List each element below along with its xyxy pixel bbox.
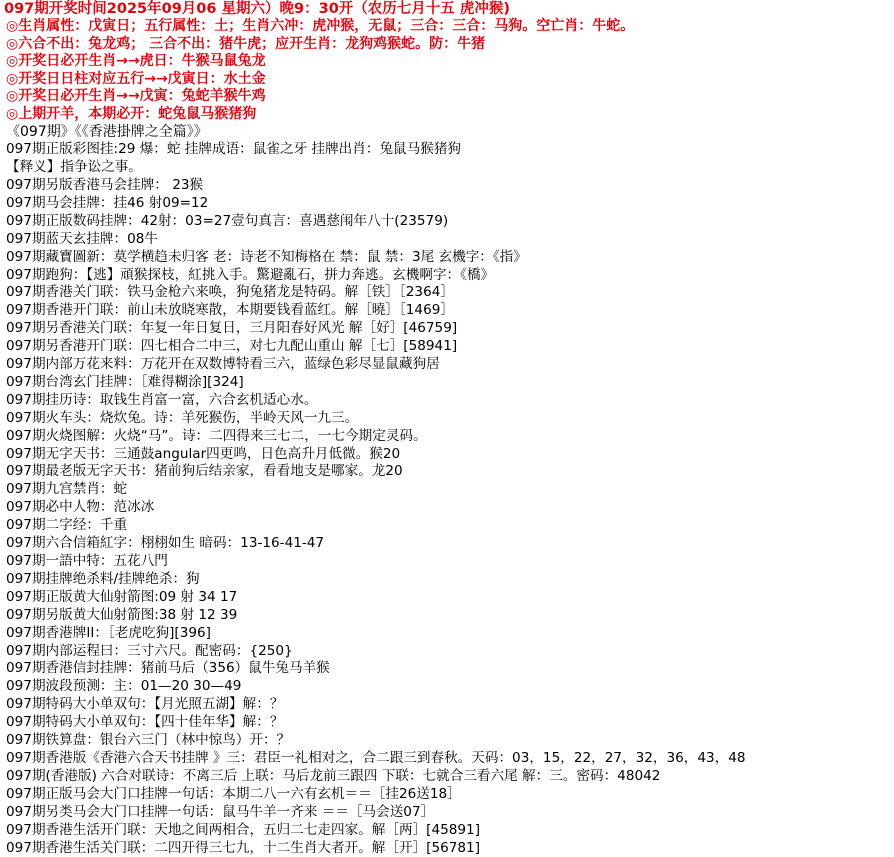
content-line: 097期香港生活开门联：天地之间两相合，五归二七走四家。解［两］[45891] (0, 822, 894, 840)
content-line: 097期正版彩图挂:29 爆：蛇 挂牌成语：鼠雀之牙 挂牌出肖：兔鼠马猴猪狗 (0, 141, 894, 159)
content-line: 097期挂牌绝杀料/挂牌绝杀：狗 (0, 571, 894, 589)
attribute-line-4: ◎开奖日日柱对应五行→→戊寅日：水土金 (0, 71, 894, 89)
content-line: 097期挂历诗：取钱生肖富一富，六合玄机适心水。 (0, 392, 894, 410)
content-line: 097期另香港关门联：年复一年日复日，三月阳春好风光 解［好］[46759] (0, 320, 894, 338)
content-line: 097期必中人物：范冰冰 (0, 499, 894, 517)
content-line: 097期台湾玄门挂牌：［难得糊涂][324] (0, 374, 894, 392)
attribute-line-6: ◎上期开羊，本期必开：蛇兔鼠马猴猪狗 (0, 106, 894, 124)
attribute-line-3: ◎开奖日必开生肖→→虎日：牛猴马鼠兔龙 (0, 53, 894, 71)
content-line: 097期六合信箱紅字：栩栩如生 暗码：13-16-41-47 (0, 535, 894, 553)
content-line: 097期香港关门联：铁马金枪六来唤，狗兔猪龙是特码。解［铁］［2364］ (0, 284, 894, 302)
content-line: 097期特码大小单双句：【四十佳年华】解：？ (0, 714, 894, 732)
content-line: 097期铁算盘：银台六三门（林中惊鸟）开：？ (0, 732, 894, 750)
attribute-line-5: ◎开奖日必开生肖→→戊寅：兔蛇羊猴牛鸡 (0, 88, 894, 106)
content-line: 097期香港牌II：［老虎吃狗][396] (0, 625, 894, 643)
content-line: 097期香港开门联：前山未放晓寒散，本期要钱看蓝红。解［曉］［1469］ (0, 302, 894, 320)
content-line: 097期(香港版) 六合对联诗：不离三后 上联：马后龙前三跟四 下联：七就合三看六尾 解：三。密码：48042 (0, 768, 894, 786)
document-title: 《097期》《《香港掛牌之全篇》》 (0, 124, 894, 142)
content-line: 097期藏寶圖新：莫学横趋未归客 老：诗老不知梅格在 禁：鼠 禁：3尾 玄機字：《指》 (0, 249, 894, 267)
content-line: 097期一語中特：五花八門 (0, 553, 894, 571)
content-line: 097期二字经：千重 (0, 517, 894, 535)
content-line: 【释义】指争讼之事。 (0, 159, 894, 177)
content-line: 097期内部万花来料：万花开在双数博特看三六，蓝绿色彩尽显鼠藏狗居 (0, 356, 894, 374)
content-line: 097期火烧图解：火烧“马”。诗：二四得来三七二，一七今期定灵码。 (0, 428, 894, 446)
content-line: 097期另版黄大仙射箭图:38 射 12 39 (0, 607, 894, 625)
content-line: 097期另香港开门联：四七相合二中三，对七九配山重山 解［七］[58941] (0, 338, 894, 356)
content-line: 097期香港生活关门联：二四开得三七九，十二生肖大者开。解［开］[56781] (0, 840, 894, 857)
content-line: 097期火车头：烧炊兔。诗：羊死猴伤，半岭天风一九三。 (0, 410, 894, 428)
content-line: 097期九宫禁肖：蛇 (0, 481, 894, 499)
attribute-line-1: ◎生肖属性：戊寅日；五行属性：土；生肖六冲：虎冲猴，无鼠；三合：三合：马狗。空亡肖：牛蛇。 (0, 18, 894, 36)
content-line: 097期内部运程曰：三寸六尺。配密码：{250} (0, 643, 894, 661)
content-line: 097期无字天书：三通鼓angular四更鸣，日色高升月低微。猴20 (0, 446, 894, 464)
content-line: 097期正版数码挂牌：42射：03=27壹句真言：喜遇慈闱年八十(23579) (0, 213, 894, 231)
content-line: 097期香港版《香港六合天书挂牌 》三：君臣一礼相对之，合二跟三到春秋。天码：03，15，22，27，32，36，43，48 (0, 750, 894, 768)
attribute-line-2: ◎六合不出：兔龙鸡； 三合不出：猪牛虎；应开生肖：龙狗鸡猴蛇。防：牛猪 (0, 36, 894, 54)
content-line: 097期特码大小单双句：【月光照五湖】解：？ (0, 696, 894, 714)
content-line: 097期香港信封挂牌：猪前马后（356）鼠牛兔马羊猴 (0, 660, 894, 678)
document-header: 097期开奖时间2025年09月06 星期六）晚9：30开（农历七月十五 虎冲猴) (0, 0, 894, 18)
content-line: 097期正版黄大仙射箭图:09 射 34 17 (0, 589, 894, 607)
content-line: 097期马会挂牌：挂46 射09=12 (0, 195, 894, 213)
content-line: 097期正版马会大门口挂牌一句话：本期二八一六有玄机＝＝［挂26送18］ (0, 786, 894, 804)
content-line: 097期另类马会大门口挂牌一句话：鼠马牛羊一齐来 ＝＝［马会送07］ (0, 804, 894, 822)
content-line: 097期波段预测：主：01—20 30—49 (0, 678, 894, 696)
content-line: 097期另版香港马会挂牌： 23猴 (0, 177, 894, 195)
content-line: 097期跑狗：【逃】頑猴探枝，紅挑入手。驚避亂石，拼力奔逃。玄機啊字：《橋》 (0, 267, 894, 285)
content-line: 097期蓝天玄挂牌：08牛 (0, 231, 894, 249)
content-line: 097期最老版无字天书：猪前狗后结亲家，看看地支是哪家。龙20 (0, 463, 894, 481)
